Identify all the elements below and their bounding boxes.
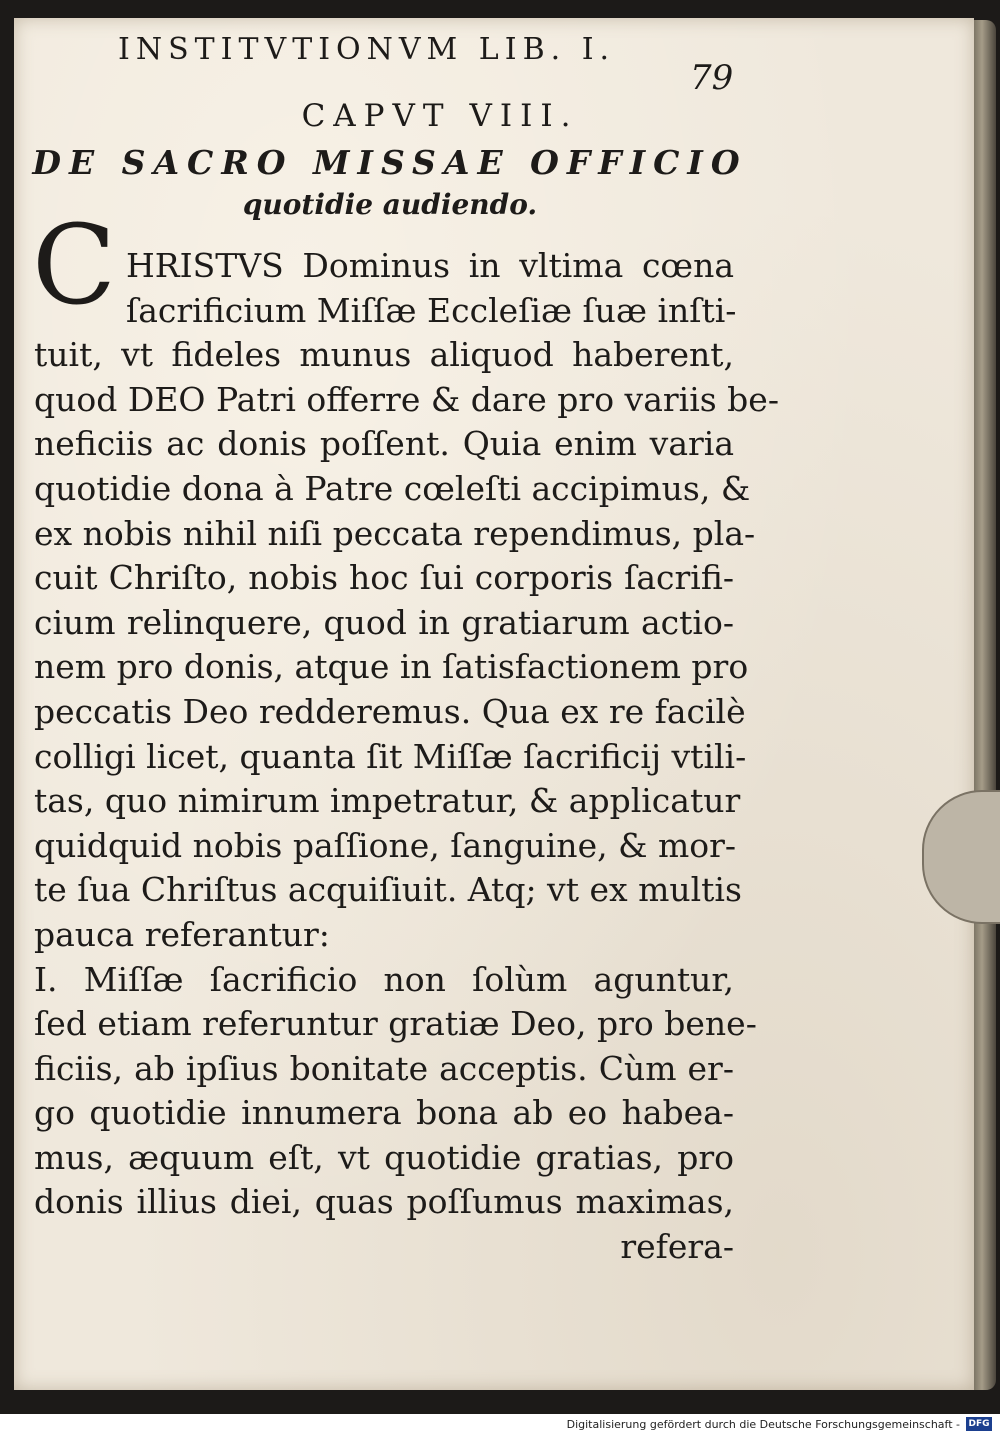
text-line: pauca referantur:	[34, 914, 330, 954]
text-line: quod DEO Patri offerre & dare pro variis be-	[34, 379, 779, 419]
text-line: te ſua Chriſtus acquiſiuit. Atq; vt ex multis	[34, 870, 742, 910]
chapter-title: DE SACRO MISSAE OFFICIO	[32, 143, 748, 182]
text-line: cium relinquere, quod in gratiarum actio-	[34, 602, 734, 642]
text-line: tuit, vt fideles munus aliquod haberent,	[34, 335, 734, 375]
text-line: tas, quo nimirum impetratur, & applicatur	[34, 781, 741, 821]
text-line: cuit Chriſto, nobis hoc ſui corporis ſacrifi-	[34, 558, 734, 598]
text-line: ſacrificium Miſſæ Eccleſiæ ſuæ inſti-	[126, 290, 737, 330]
text-line: nem pro donis, atque in ſatisfactionem pro	[34, 647, 749, 687]
text-line: quidquid nobis paſſione, ſanguine, & mor-	[34, 825, 737, 865]
text-line: ficiis, ab ipſius bonitate acceptis. Cùm er-	[34, 1048, 734, 1088]
text-line: neficiis ac donis poſſent. Quia enim varia	[34, 424, 734, 464]
text-line: quotidie dona à Patre cœleſti accipimus, &	[34, 468, 751, 508]
text-line: ſed etiam referuntur gratiæ Deo, pro bene-	[34, 1004, 757, 1044]
text-line: donis illius diei, quas poſſumus maximas,	[34, 1182, 734, 1222]
text-line: colligi licet, quanta ſit Miſſæ ſacrificij vtili-	[34, 736, 747, 776]
text-line: peccatis Deo redderemus. Qua ex re facilè	[34, 691, 746, 731]
chapter-heading: CAPVT VIII.	[301, 98, 579, 134]
text-line: mus, æquum eſt, vt quotidie gratias, pro	[34, 1137, 734, 1177]
text-line: I. Miſſæ ſacrificio non ſolùm aguntur,	[34, 959, 734, 999]
chapter-subtitle: quotidie audiendo.	[242, 188, 538, 221]
footer-credit: Digitalisierung gefördert durch die Deutsche Forschungsgemeinschaft -	[566, 1418, 960, 1431]
digitization-footer	[0, 1414, 1000, 1435]
running-head: INSTITVTIONVM LIB. I.	[118, 32, 616, 67]
body-text	[34, 244, 779, 1270]
text-line: ex nobis nihil niſi peccata rependimus, pla-	[34, 513, 756, 553]
dfg-logo: DFG	[966, 1417, 992, 1431]
text-line: HRISTVS Dominus in vltima cœna	[126, 246, 734, 285]
catchword: refera-	[620, 1227, 734, 1267]
text-line: go quotidie innumera bona ab eo habea-	[34, 1093, 734, 1133]
page-number: 79	[690, 58, 734, 98]
drop-cap: C	[32, 201, 117, 329]
